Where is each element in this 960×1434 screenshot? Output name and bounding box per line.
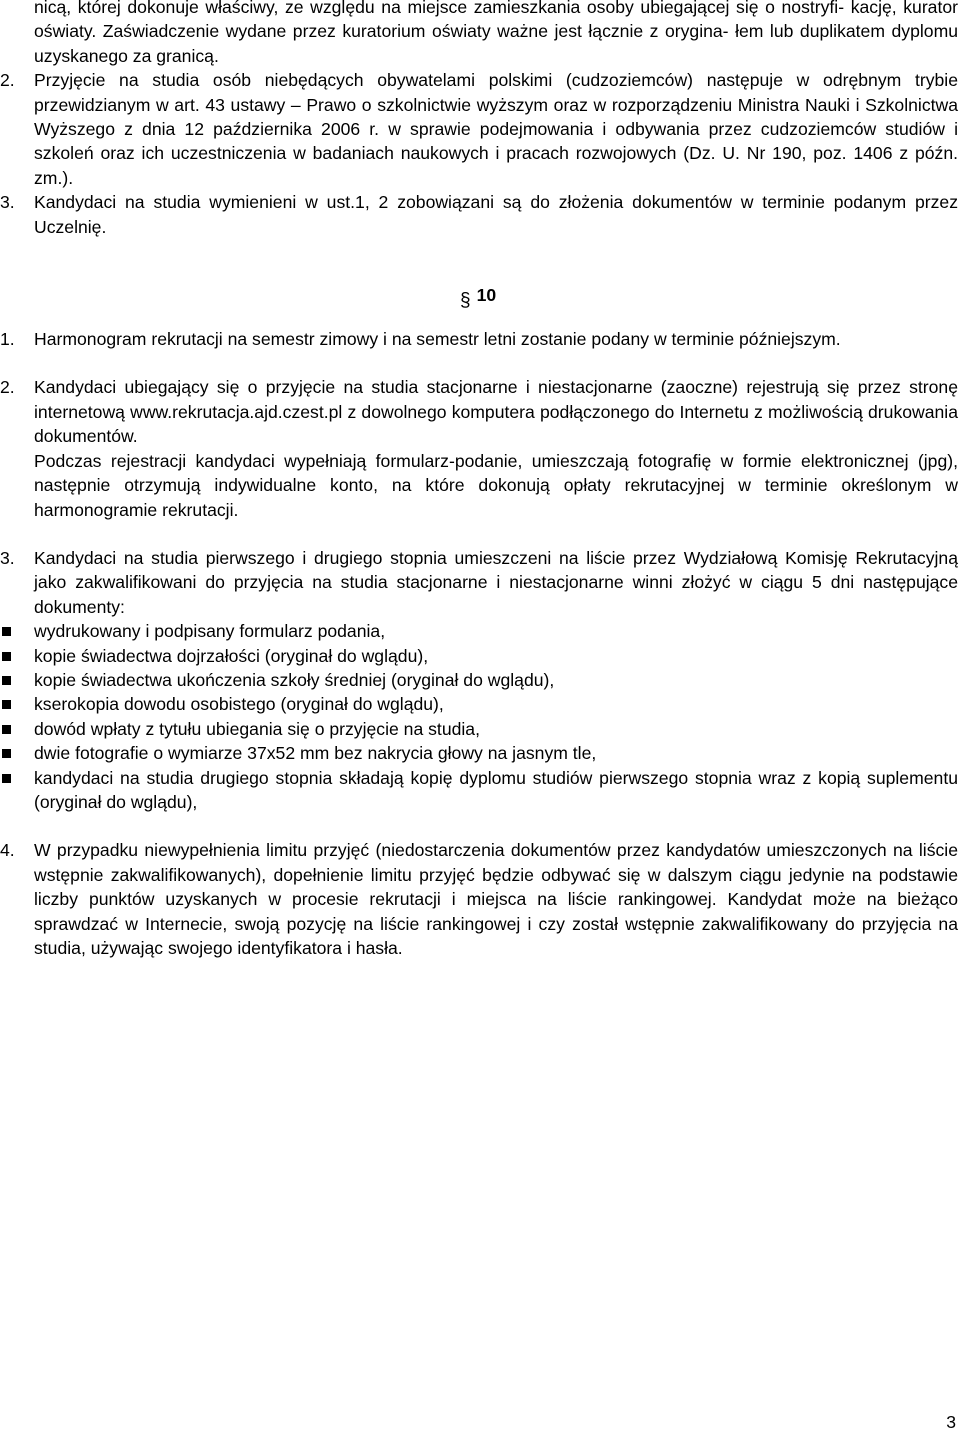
item-text: W przypadku niewypełnienia limitu przyjęć (niedostarczenia dokumentów przez kandydatów umieszczonych na liście wstępnie zakwalifikowanych), dopełnienie limitu przyjęć będzie odbywać się w dalszym ciągu jedynie na podstawie liczby punktów uzyskanych w procesie rekrutacji i miejsca na liście rankingowej. Kandydat może na bieżąco sprawdzać w Internecie, swoją pozycję na liście rankingowej i czy został wstępnie zakwalifikowany do przyjęcia na studia, używając swojego identyfikatora i hasła. bbox=[34, 840, 958, 958]
item-text: Harmonogram rekrutacji na semestr zimowy i na semestr letni zostanie podany w terminie późniejszym. bbox=[34, 329, 841, 350]
list-item bbox=[0, 741, 960, 765]
item-number: 1. bbox=[0, 329, 15, 350]
prev-item-number: 2. bbox=[0, 70, 15, 91]
list-item bbox=[0, 668, 960, 692]
item-text-continuation: Podczas rejestracji kandydaci wypełniają formularz-podanie, umieszczają fotografię w formie elektronicznej (jpg), następnie otrzymują indywidualne konto, na które dokonują opłaty rekrutacyjnej w terminie określonym w harmonogramie rekrutacji. bbox=[34, 450, 958, 520]
continued-line-1: nicą, której dokonuje właściwy, ze względu na miejsce zamieszkania osoby ubiegającej się o nostryfi- bbox=[34, 0, 845, 17]
list-item-text: kopie świadectwa ukończenia szkoły średniej (oryginał do wglądu), bbox=[34, 669, 555, 690]
continued-line-3: łem lub duplikatem dyplomu uzyskanego za granicą. bbox=[34, 21, 959, 66]
continued-paragraph bbox=[0, 0, 960, 68]
item-text: Kandydaci na studia pierwszego i drugiego stopnia umieszczeni na liście przez Wydziałową Komisję Rekrutacyjną jako zakwalifikowani do przyjęcia na studia stacjonarne i niestacjonarne winni złożyć w ciągu 5 dni następujące dokumenty: bbox=[34, 547, 958, 617]
list-item-text: kopie świadectwa dojrzałości (oryginał do wglądu), bbox=[34, 645, 429, 666]
spacer bbox=[0, 522, 960, 546]
square-bullet-icon bbox=[2, 774, 11, 783]
prev-item-number: 3. bbox=[0, 192, 15, 213]
list-item-text: kandydaci na studia drugiego stopnia składają kopię dyplomu studiów pierwszego stopnia wraz z kopią suplementu (oryginał do wglądu), bbox=[34, 767, 958, 812]
page-number: 3 bbox=[946, 1412, 956, 1432]
list-item-text: kserokopia dowodu osobistego (oryginał do wglądu), bbox=[34, 694, 444, 715]
list-item bbox=[0, 766, 960, 815]
continued-text bbox=[34, 0, 958, 68]
document-list bbox=[0, 619, 960, 814]
prev-item-text: Kandydaci na studia wymienieni w ust.1, 2 zobowiązani są do złożenia dokumentów w terminie podanym przez Uczelnię. bbox=[34, 192, 958, 237]
list-item bbox=[0, 692, 960, 716]
item-text: Kandydaci ubiegający się o przyjęcie na studia stacjonarne i niestacjonarne (zaoczne) rejestrują się przez stronę internetową www.rekrutacja.ajd.czest.pl z dowolnego komputera podłączonego do Internetu z możliwością drukowania dokumentów. bbox=[34, 377, 958, 447]
section-heading bbox=[0, 283, 960, 311]
square-bullet-icon bbox=[2, 627, 11, 636]
list-item-text: dwie fotografie o wymiarze 37x52 mm bez nakrycia głowy na jasnym tle, bbox=[34, 743, 597, 764]
prev-item-3 bbox=[0, 190, 960, 239]
square-bullet-icon bbox=[2, 652, 11, 661]
continued-line-2: kację, kurator oświaty. Zaświadczenie wydane przez kuratorium oświaty ważne jest łącznie z orygina- bbox=[34, 0, 959, 42]
section-number: 10 bbox=[476, 285, 497, 306]
item-2 bbox=[0, 375, 960, 521]
item-number: 2. bbox=[0, 377, 15, 398]
list-item bbox=[0, 619, 960, 643]
square-bullet-icon bbox=[2, 676, 11, 685]
square-bullet-icon bbox=[2, 725, 11, 734]
square-bullet-icon bbox=[2, 700, 11, 709]
prev-item-text: Przyjęcie na studia osób niebędących obywatelami polskimi (cudzoziemców) następuje w odrębnym trybie przewidzianym w art. 43 ustawy – Prawo o szkolnictwie wyższym oraz w rozporządzeniu Ministra Nauki i Szkolnictwa Wyższego z dnia 12 października 2006 r. w sprawie podejmowania i odbywania przez cudzoziemców studiów i szkoleń oraz ich uczestniczenia w badaniach naukowych i pracach rozwojowych (Dz. U. Nr 190, poz. 1406 z późn. zm.). bbox=[34, 70, 958, 188]
list-item-text: dowód wpłaty z tytułu ubiegania się o przyjęcie na studia, bbox=[34, 718, 480, 739]
section-symbol: § bbox=[460, 290, 471, 312]
item-1 bbox=[0, 327, 960, 351]
item-3 bbox=[0, 546, 960, 619]
spacer bbox=[0, 351, 960, 375]
item-4 bbox=[0, 838, 960, 960]
list-item bbox=[0, 717, 960, 741]
item-number: 3. bbox=[0, 547, 15, 568]
square-bullet-icon bbox=[2, 749, 11, 758]
list-item-text: wydrukowany i podpisany formularz podania, bbox=[34, 621, 386, 642]
list-item bbox=[0, 644, 960, 668]
spacer bbox=[0, 814, 960, 838]
prev-item-2 bbox=[0, 68, 960, 190]
item-number: 4. bbox=[0, 840, 15, 861]
